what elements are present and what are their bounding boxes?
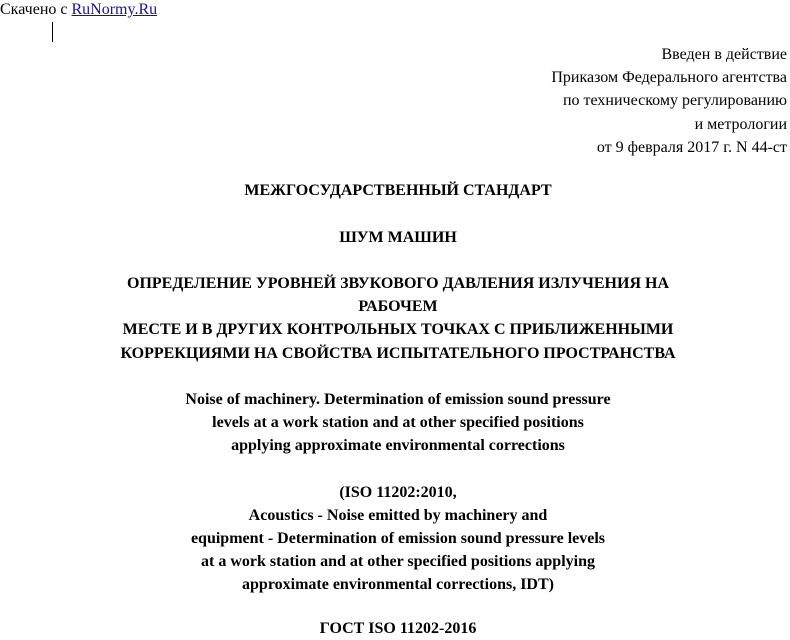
russian-title — [0, 272, 790, 365]
gost-number: ГОСТ ISO 11202-2016 — [319, 620, 477, 637]
enactment-line: от 9 февраля 2017 г. N 44-ст — [596, 138, 787, 156]
interstate-standard-heading: МЕЖГОСУДАРСТВЕННЫЙ СТАНДАРТ — [244, 182, 552, 199]
russian-title-line: РАБОЧЕМ — [358, 298, 438, 316]
english-title-line: levels at a work station and at other specified positions — [212, 414, 584, 431]
english-title-line: Noise of machinery. Determination of emission sound pressure — [185, 391, 611, 408]
iso-reference-line: at a work station and at other specified positions applying — [201, 553, 595, 570]
iso-reference — [0, 481, 790, 596]
english-title — [0, 388, 790, 457]
russian-title-line: МЕСТЕ И В ДРУГИХ КОНТРОЛЬНЫХ ТОЧКАХ С ПРИБЛИЖЕННЫМИ — [122, 321, 674, 339]
text-cursor — [52, 22, 53, 42]
source-link[interactable]: RuNormy.Ru — [71, 1, 158, 18]
english-title-line: applying approximate environmental corrections — [231, 437, 565, 454]
russian-title-line: ОПРЕДЕЛЕНИЕ УРОВНЕЙ ЗВУКОВОГО ДАВЛЕНИЯ ИЗЛУЧЕНИЯ НА — [127, 275, 669, 292]
enactment-note — [551, 43, 787, 159]
source-prefix: Скачено с — [0, 1, 68, 18]
iso-reference-line: equipment - Determination of emission sound pressure levels — [190, 530, 606, 547]
machine-noise-heading: ШУМ МАШИН — [339, 229, 457, 246]
source-line — [0, 0, 157, 19]
enactment-line: Приказом Федерального агентства — [551, 69, 787, 87]
russian-title-line: КОРРЕКЦИЯМИ НА СВОЙСТВА ИСПЫТАТЕЛЬНОГО ПРОСТРАНСТВА — [120, 344, 676, 362]
iso-reference-line: (ISO 11202:2010, — [339, 484, 457, 501]
iso-reference-line: Acoustics - Noise emitted by machinery and — [248, 507, 548, 524]
enactment-line: по техническому регулированию — [562, 92, 787, 110]
enactment-line: и метрологии — [694, 115, 787, 133]
iso-reference-line: approximate environmental corrections, IDT) — [242, 576, 554, 593]
enactment-line: Введен в действие — [661, 46, 787, 63]
